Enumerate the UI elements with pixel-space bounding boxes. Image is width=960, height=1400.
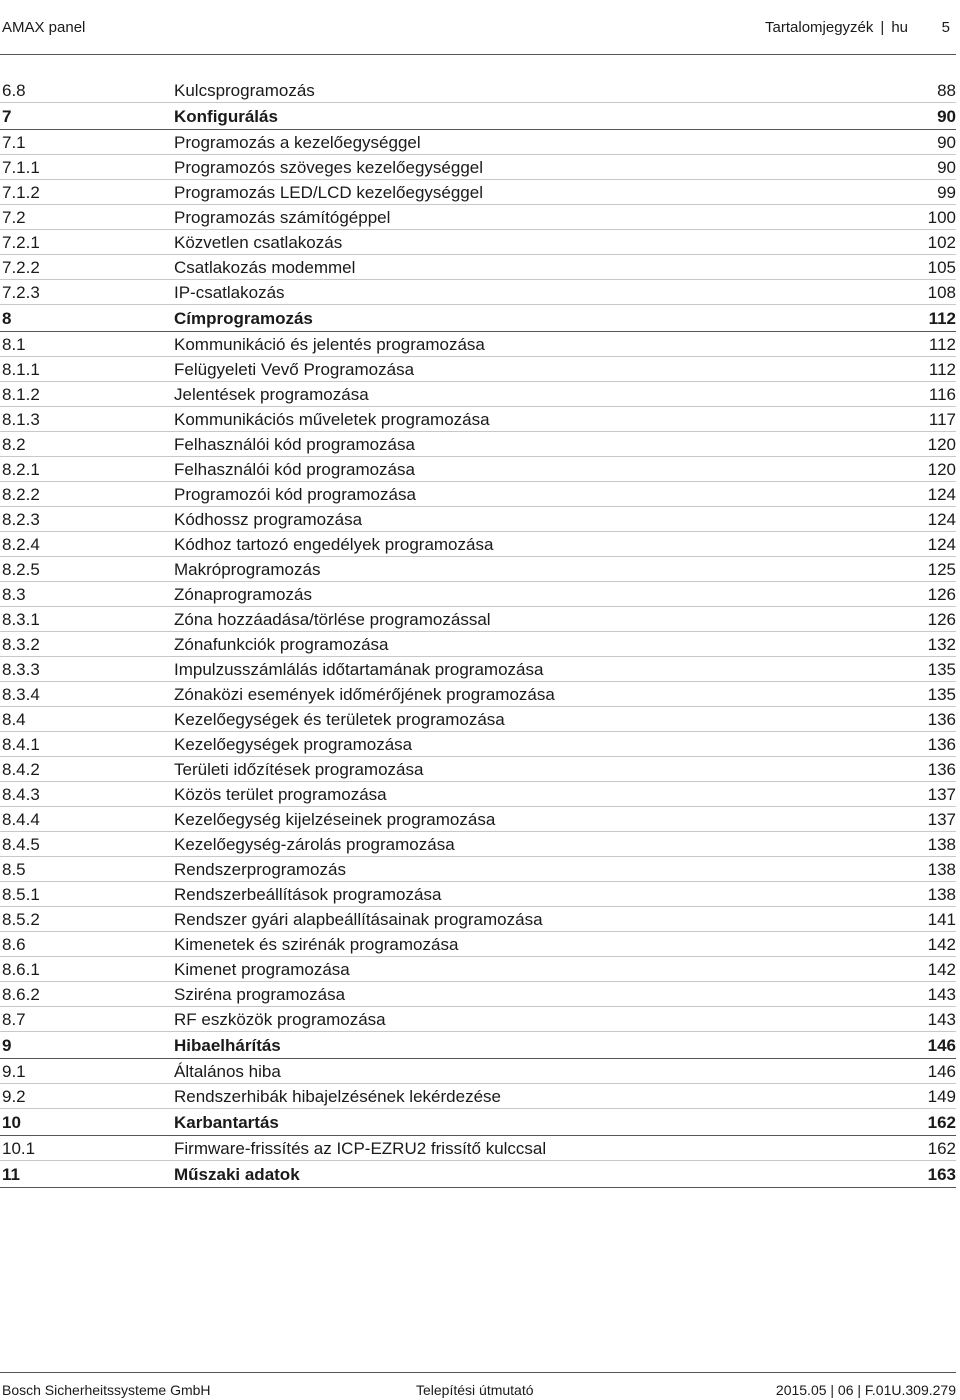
toc-row[interactable] <box>0 782 956 807</box>
toc-entry-title[interactable]: Közvetlen csatlakozás <box>174 233 343 252</box>
document-title: AMAX panel <box>2 19 86 36</box>
toc-entry-page: 146 <box>927 1062 956 1081</box>
section-label <box>765 19 908 36</box>
toc-entry-title[interactable]: Konfigurálás <box>174 107 278 126</box>
toc-entry-page: 90 <box>937 133 956 152</box>
toc-entry-title[interactable]: Kódhossz programozása <box>174 510 363 529</box>
toc-row[interactable] <box>0 657 956 682</box>
toc-row[interactable] <box>0 205 956 230</box>
toc-entry-title[interactable]: Rendszerprogramozás <box>174 860 346 879</box>
toc-entry-number: 8.7 <box>2 1010 26 1029</box>
toc-entry-page: 126 <box>927 610 956 629</box>
toc-entry-page: 136 <box>927 710 956 729</box>
toc-entry-page: 99 <box>937 183 956 202</box>
toc-entry-number: 8.1.2 <box>2 385 40 404</box>
toc-entry-page: 124 <box>927 510 956 529</box>
toc-row[interactable] <box>0 1059 956 1084</box>
toc-entry-title[interactable]: RF eszközök programozása <box>174 1010 386 1029</box>
toc-row[interactable] <box>0 557 956 582</box>
toc-entry-title[interactable]: Kimenet programozása <box>174 960 350 979</box>
toc-entry-number: 8.3.1 <box>2 610 40 629</box>
toc-entry-page: 138 <box>927 885 956 904</box>
toc-entry-number: 8.4 <box>2 710 26 729</box>
toc-entry-number: 8.3 <box>2 585 26 604</box>
toc-entry-page: 117 <box>928 410 956 429</box>
toc-entry-number: 8.4.4 <box>2 810 40 829</box>
toc-entry-number: 8.2 <box>2 435 26 454</box>
document-info: 2015.05 | 06 | F.01U.309.279 <box>775 1382 956 1398</box>
toc-entry-number: 8.4.1 <box>2 735 40 754</box>
toc-entry-title[interactable]: Kezelőegységek programozása <box>174 735 413 754</box>
toc-entry-number: 8.3.4 <box>2 685 40 704</box>
toc-entry-title[interactable]: Zóna hozzáadása/törlése programozással <box>174 610 491 629</box>
toc-entry-page: 138 <box>927 860 956 879</box>
header-separator: | <box>880 19 885 36</box>
toc-entry-page: 105 <box>927 258 956 277</box>
toc-row[interactable] <box>0 482 956 507</box>
toc-row[interactable] <box>0 1007 956 1032</box>
toc-entry-title[interactable]: Zónafunkciók programozása <box>174 635 389 654</box>
toc-entry-title[interactable]: Csatlakozás modemmel <box>174 258 356 277</box>
toc-row[interactable] <box>0 832 956 857</box>
toc-entry-title[interactable]: Jelentések programozása <box>174 385 369 404</box>
toc-entry-title[interactable]: Kezelőegység-zárolás programozása <box>174 835 455 854</box>
toc-row[interactable] <box>0 1084 956 1109</box>
toc-row[interactable] <box>0 180 956 205</box>
toc-entry-number: 8.2.3 <box>2 510 40 529</box>
toc-entry-number: 8.4.2 <box>2 760 40 779</box>
toc-entry-title[interactable]: Zónaközi események időmérőjének programozása <box>174 685 555 704</box>
toc-entry-number: 8.3.3 <box>2 660 40 679</box>
toc-entry-page: 112 <box>928 360 956 379</box>
toc-entry-number: 8.2.1 <box>2 460 40 479</box>
toc-entry-page: 132 <box>927 635 956 654</box>
toc-entry-page: 90 <box>937 158 956 177</box>
toc-row[interactable] <box>0 457 956 482</box>
toc-entry-page: 142 <box>927 960 956 979</box>
toc-entry-page: 162 <box>927 1113 956 1132</box>
toc-entry-title[interactable]: Programozás számítógéppel <box>174 208 391 227</box>
toc-row[interactable] <box>0 1032 956 1059</box>
page-header <box>0 0 956 55</box>
toc-entry-page: 90 <box>937 107 956 126</box>
toc-entry-number: 8.5.1 <box>2 885 40 904</box>
toc-entry-number: 8.1 <box>2 335 26 354</box>
toc-row[interactable] <box>0 982 956 1007</box>
toc-entry-number: 8.4.3 <box>2 785 40 804</box>
toc-row[interactable] <box>0 155 956 180</box>
toc-entry-page: 116 <box>928 385 956 404</box>
toc-entry-title[interactable]: Rendszerhibák hibajelzésének lekérdezése <box>174 1087 501 1106</box>
toc-entry-page: 136 <box>927 760 956 779</box>
toc-entry-number: 8.5 <box>2 860 26 879</box>
toc-row[interactable] <box>0 757 956 782</box>
toc-entry-title[interactable]: Felhasználói kód programozása <box>174 460 415 479</box>
toc-row[interactable] <box>0 130 956 155</box>
toc-row[interactable] <box>0 407 956 432</box>
toc-row[interactable] <box>0 857 956 882</box>
company-name: Bosch Sicherheitssysteme GmbH <box>2 1382 211 1398</box>
toc-row[interactable] <box>0 882 956 907</box>
toc-row[interactable] <box>0 1161 956 1188</box>
toc-entry-number: 9.2 <box>2 1087 26 1106</box>
toc-entry-title[interactable]: Rendszerbeállítások programozása <box>174 885 442 904</box>
toc-entry-title[interactable]: Felhasználói kód programozása <box>174 435 415 454</box>
toc-entry-page: 149 <box>927 1087 956 1106</box>
toc-entry-number: 8.2.5 <box>2 560 40 579</box>
section-name: Tartalomjegyzék <box>765 19 874 36</box>
toc-entry-number: 8.4.5 <box>2 835 40 854</box>
toc-entry-page: 120 <box>927 460 956 479</box>
toc-entry-number: 10 <box>2 1113 21 1132</box>
toc-row[interactable] <box>0 305 956 332</box>
toc-row[interactable] <box>0 78 956 103</box>
toc-entry-page: 163 <box>927 1165 956 1184</box>
toc-row[interactable] <box>0 332 956 357</box>
toc-entry-title[interactable]: Programozói kód programozása <box>174 485 416 504</box>
toc-entry-number: 7 <box>2 107 12 126</box>
toc-entry-page: 125 <box>927 560 956 579</box>
toc-entry-page: 162 <box>927 1139 956 1158</box>
toc-entry-page: 142 <box>927 935 956 954</box>
toc-row[interactable] <box>0 382 956 407</box>
toc-entry-page: 112 <box>928 335 956 354</box>
toc-entry-number: 7.2.1 <box>2 233 40 252</box>
toc-entry-number: 9 <box>2 1036 12 1055</box>
toc-row[interactable] <box>0 732 956 757</box>
toc-entry-title[interactable]: Kulcsprogramozás <box>174 81 315 100</box>
toc-row[interactable] <box>0 682 956 707</box>
manual-title: Telepítési útmutató <box>416 1382 534 1398</box>
toc-entry-title[interactable]: Kimenetek és szirénák programozása <box>174 935 459 954</box>
toc-entry-number: 8.1.3 <box>2 410 40 429</box>
toc-entry-number: 8.5.2 <box>2 910 40 929</box>
toc-entry-page: 143 <box>927 1010 956 1029</box>
toc-entry-title[interactable]: Kezelőegység kijelzéseinek programozása <box>174 810 496 829</box>
toc-row[interactable] <box>0 357 956 382</box>
toc-row[interactable] <box>0 807 956 832</box>
toc-entry-number: 7.2 <box>2 208 26 227</box>
toc-row[interactable] <box>0 632 956 657</box>
toc-row[interactable] <box>0 1109 956 1136</box>
toc-entry-number: 8.6.2 <box>2 985 40 1004</box>
page-number: 5 <box>941 19 950 36</box>
toc-entry-number: 7.1.2 <box>2 183 40 202</box>
toc-entry-number: 6.8 <box>2 81 26 100</box>
toc-entry-page: 124 <box>927 485 956 504</box>
toc-row[interactable] <box>0 582 956 607</box>
toc-entry-page: 108 <box>927 283 956 302</box>
toc-entry-page: 102 <box>927 233 956 252</box>
toc-row[interactable] <box>0 907 956 932</box>
toc-entry-page: 124 <box>927 535 956 554</box>
toc-entry-title[interactable]: IP-csatlakozás <box>174 283 285 302</box>
page-footer <box>0 1372 956 1400</box>
toc-entry-page: 138 <box>927 835 956 854</box>
toc-entry-page: 135 <box>927 660 956 679</box>
toc-entry-title[interactable]: Műszaki adatok <box>174 1165 300 1184</box>
toc-row[interactable] <box>0 707 956 732</box>
toc-entry-title[interactable]: Karbantartás <box>174 1113 279 1132</box>
toc-entry-title[interactable]: Sziréna programozása <box>174 985 346 1004</box>
toc-entry-page: 112 <box>928 309 956 328</box>
toc-row[interactable] <box>0 607 956 632</box>
toc-entry-number: 9.1 <box>2 1062 26 1081</box>
toc-entry-page: 141 <box>927 910 956 929</box>
toc-entry-title[interactable]: Impulzusszámlálás időtartamának programozása <box>174 660 544 679</box>
language-code: hu <box>891 19 908 36</box>
toc-entry-number: 8.2.4 <box>2 535 40 554</box>
toc-entry-title[interactable]: Hibaelhárítás <box>174 1036 281 1055</box>
toc-row[interactable] <box>0 1136 956 1161</box>
toc-entry-page: 146 <box>927 1036 956 1055</box>
toc-entry-title[interactable]: Címprogramozás <box>174 309 313 328</box>
toc-entry-title[interactable]: Kommunikációs műveletek programozása <box>174 410 490 429</box>
toc-entry-title[interactable]: Programozós szöveges kezelőegységgel <box>174 158 484 177</box>
toc-entry-number: 10.1 <box>2 1139 36 1158</box>
toc-entry-number: 8.6.1 <box>2 960 40 979</box>
toc-entry-number: 8.3.2 <box>2 635 40 654</box>
toc-entry-title[interactable]: Területi időzítések programozása <box>174 760 424 779</box>
toc-row[interactable] <box>0 280 956 305</box>
toc-entry-page: 100 <box>927 208 956 227</box>
toc-row[interactable] <box>0 103 956 130</box>
toc-entry-page: 137 <box>927 810 956 829</box>
toc-entry-title[interactable]: Kommunikáció és jelentés programozása <box>174 335 485 354</box>
toc-entry-number: 11 <box>2 1165 20 1184</box>
toc-entry-number: 8.2.2 <box>2 485 40 504</box>
toc-row[interactable] <box>0 932 956 957</box>
toc-entry-title[interactable]: Zónaprogramozás <box>174 585 312 604</box>
toc-row[interactable] <box>0 230 956 255</box>
toc-entry-number: 8.1.1 <box>2 360 40 379</box>
toc-entry-page: 88 <box>937 81 956 100</box>
toc-entry-number: 7.1 <box>2 133 26 152</box>
toc-entry-number: 7.2.3 <box>2 283 40 302</box>
toc-row[interactable] <box>0 507 956 532</box>
toc-entry-number: 8.6 <box>2 935 26 954</box>
toc-entry-number: 8 <box>2 309 12 328</box>
toc-entry-page: 126 <box>927 585 956 604</box>
toc-entry-number: 7.1.1 <box>2 158 40 177</box>
toc-entry-title[interactable]: Kódhoz tartozó engedélyek programozása <box>174 535 494 554</box>
toc-entry-title[interactable]: Programozás a kezelőegységgel <box>174 133 421 152</box>
toc-entry-number: 7.2.2 <box>2 258 40 277</box>
toc-entry-page: 137 <box>927 785 956 804</box>
toc-row[interactable] <box>0 532 956 557</box>
toc-entry-page: 120 <box>927 435 956 454</box>
toc-row[interactable] <box>0 432 956 457</box>
toc-entry-title[interactable]: Kezelőegységek és területek programozása <box>174 710 505 729</box>
toc-entry-title[interactable]: Makróprogramozás <box>174 560 321 579</box>
toc-entry-page: 136 <box>927 735 956 754</box>
toc-entry-title[interactable]: Firmware-frissítés az ICP-EZRU2 frissítő kulccsal <box>174 1139 547 1158</box>
toc-entry-page: 143 <box>927 985 956 1004</box>
toc-entry-page: 135 <box>927 685 956 704</box>
toc-row[interactable] <box>0 255 956 280</box>
toc-entry-title[interactable]: Közös terület programozása <box>174 785 387 804</box>
toc-entry-title[interactable]: Rendszer gyári alapbeállításainak programozása <box>174 910 543 929</box>
toc-entry-title[interactable]: Általános hiba <box>174 1062 281 1081</box>
toc-entry-title[interactable]: Programozás LED/LCD kezelőegységgel <box>174 183 483 202</box>
toc-row[interactable] <box>0 957 956 982</box>
table-of-contents <box>0 78 956 1188</box>
toc-entry-title[interactable]: Felügyeleti Vevő Programozása <box>174 360 415 379</box>
